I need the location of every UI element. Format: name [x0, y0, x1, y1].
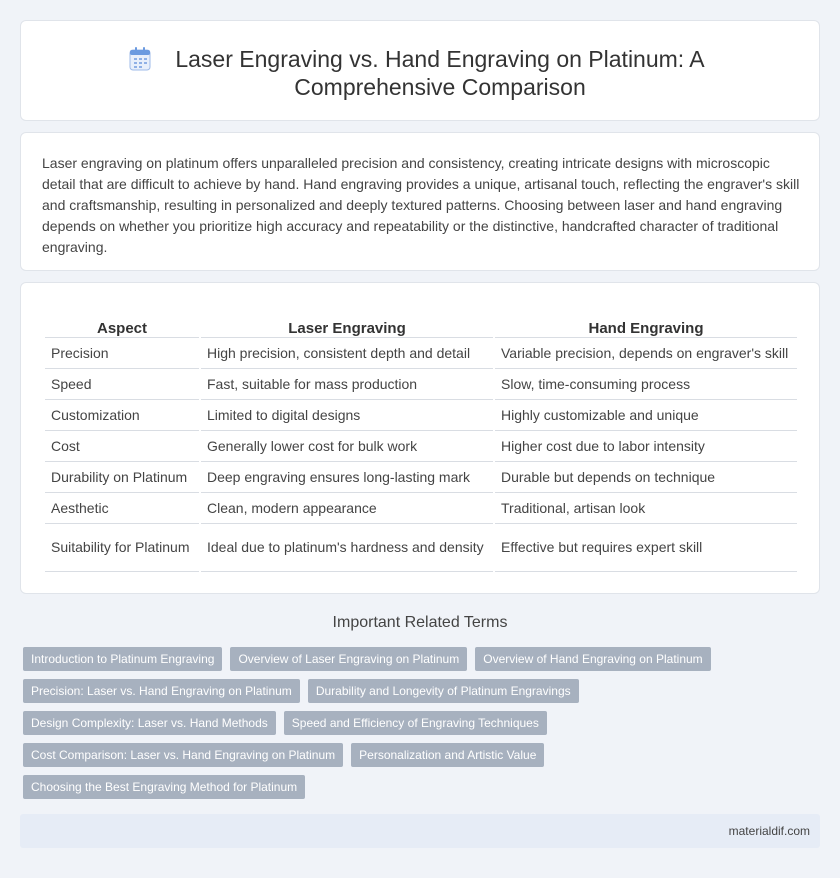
- table-header-row: [45, 317, 797, 338]
- cell-laser: Limited to digital designs: [201, 400, 493, 431]
- comparison-table: [43, 317, 799, 572]
- footer: [20, 814, 820, 848]
- cell-aspect: Speed: [45, 369, 199, 400]
- header-hand: Hand Engraving: [495, 317, 797, 338]
- cell-hand: Highly customizable and unique: [495, 400, 797, 431]
- related-term-tag[interactable]: Cost Comparison: Laser vs. Hand Engraving on Platinum: [23, 743, 343, 767]
- table-row: [45, 493, 797, 524]
- cell-aspect: Customization: [45, 400, 199, 431]
- related-term-tag[interactable]: Personalization and Artistic Value: [351, 743, 544, 767]
- cell-aspect: Suitability for Platinum: [45, 524, 199, 572]
- cell-hand: Higher cost due to labor intensity: [495, 431, 797, 462]
- related-term-tag[interactable]: Design Complexity: Laser vs. Hand Methods: [23, 711, 276, 735]
- cell-laser: Clean, modern appearance: [201, 493, 493, 524]
- related-terms-list: [23, 647, 813, 799]
- cell-laser: Deep engraving ensures long-lasting mark: [201, 462, 493, 493]
- cell-laser: Generally lower cost for bulk work: [201, 431, 493, 462]
- comparison-table-card: [20, 282, 820, 594]
- related-term-tag[interactable]: Introduction to Platinum Engraving: [23, 647, 222, 671]
- table-row: [45, 338, 797, 369]
- related-term-tag[interactable]: Overview of Hand Engraving on Platinum: [475, 647, 710, 671]
- cell-laser: High precision, consistent depth and detail: [201, 338, 493, 369]
- related-term-tag[interactable]: Precision: Laser vs. Hand Engraving on Platinum: [23, 679, 300, 703]
- header-aspect: Aspect: [45, 317, 199, 338]
- title-card: [20, 20, 820, 121]
- cell-laser: Fast, suitable for mass production: [201, 369, 493, 400]
- related-term-tag[interactable]: Durability and Longevity of Platinum Engravings: [308, 679, 579, 703]
- related-term-tag[interactable]: Speed and Efficiency of Engraving Techniques: [284, 711, 547, 735]
- cell-hand: Effective but requires expert skill: [495, 524, 797, 572]
- cell-aspect: Cost: [45, 431, 199, 462]
- table-row: [45, 431, 797, 462]
- cell-hand: Traditional, artisan look: [495, 493, 797, 524]
- footer-site-link[interactable]: materialdif.com: [728, 824, 810, 838]
- header-laser: Laser Engraving: [201, 317, 493, 338]
- cell-hand: Variable precision, depends on engraver's skill: [495, 338, 797, 369]
- table-row: [45, 462, 797, 493]
- table-row: [45, 524, 797, 572]
- table-row: [45, 400, 797, 431]
- cell-hand: Slow, time-consuming process: [495, 369, 797, 400]
- cell-aspect: Aesthetic: [45, 493, 199, 524]
- table-row: [45, 369, 797, 400]
- cell-aspect: Precision: [45, 338, 199, 369]
- related-terms-heading: Important Related Terms: [332, 614, 508, 631]
- intro-card: [20, 132, 820, 271]
- page-title: Laser Engraving vs. Hand Engraving on Platinum: A Comprehensive Comparison: [175, 46, 705, 100]
- cell-aspect: Durability on Platinum: [45, 462, 199, 493]
- intro-paragraph: Laser engraving on platinum offers unparalleled precision and consistency, creating intricate designs with microscopic detail that are difficult to achieve by hand. Hand engraving provides a unique, artisanal touch, reflecting the engraver's skill and craftsmanship, resulting in personalized and deeply textured patterns. Choosing between laser and hand engraving depends on whether you prioritize high accuracy and repeatability or the distinctive, handcrafted character of traditional engraving.: [42, 155, 800, 255]
- related-term-tag[interactable]: Overview of Laser Engraving on Platinum: [230, 647, 467, 671]
- related-term-tag[interactable]: Choosing the Best Engraving Method for Platinum: [23, 775, 305, 799]
- cell-laser: Ideal due to platinum's hardness and density: [201, 524, 493, 572]
- cell-hand: Durable but depends on technique: [495, 462, 797, 493]
